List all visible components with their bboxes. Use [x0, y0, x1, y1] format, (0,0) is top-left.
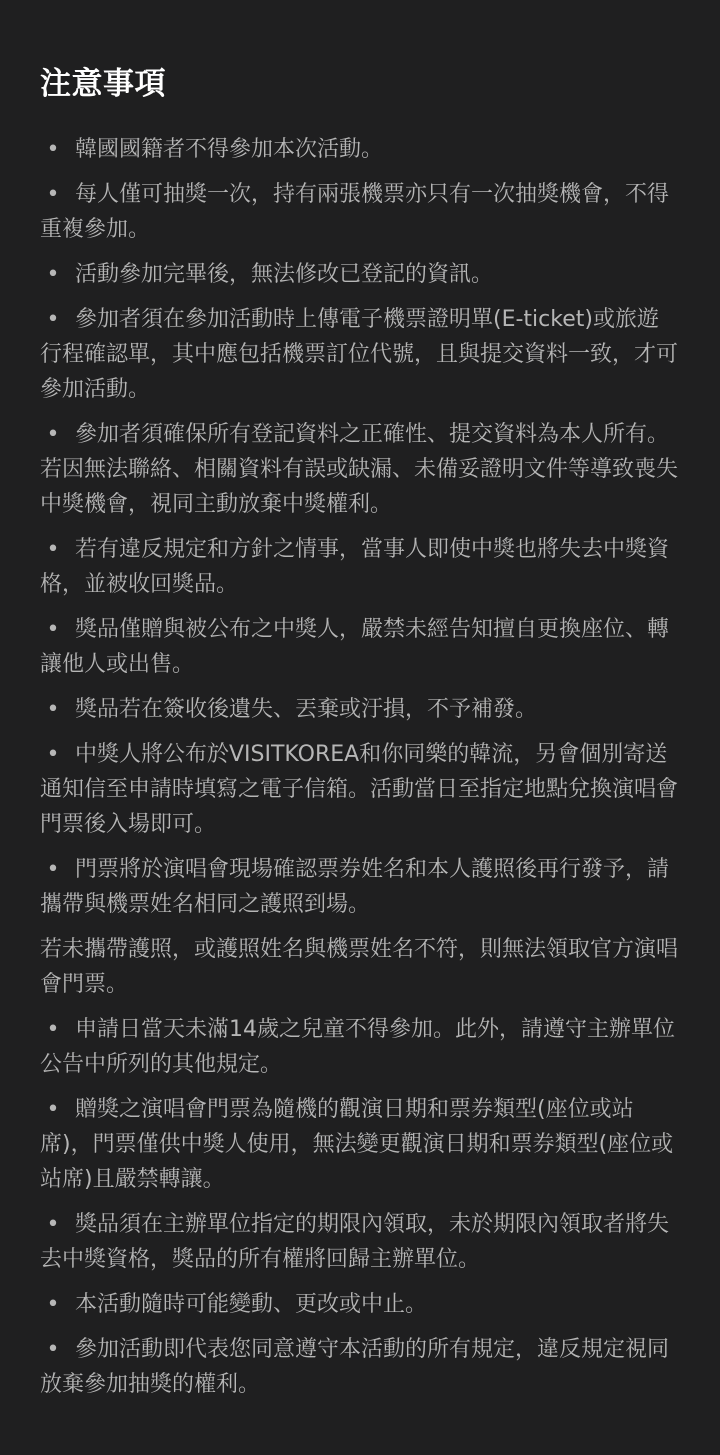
notice-item — [40, 302, 680, 407]
bullet-icon: • — [46, 307, 60, 332]
notice-item-text: 申請日當天未滿14歲之兒童不得參加。此外，請遵守主辦單位公告中所列的其他規定。 — [40, 1017, 675, 1077]
bullet-icon: • — [46, 137, 60, 162]
notice-item-text: 獎品僅贈與被公布之中獎人，嚴禁未經告知擅自更換座位、轉讓他人或出售。 — [40, 617, 670, 677]
notice-item-text: 參加活動即代表您同意遵守本活動的所有規定，違反規定視同放棄參加抽獎的權利。 — [40, 1337, 670, 1397]
notice-item-text: 門票將於演唱會現場確認票券姓名和本人護照後再行發予，請攜帶與機票姓名相同之護照到場。 — [40, 857, 670, 917]
bullet-icon: • — [46, 697, 60, 722]
bullet-icon: • — [46, 742, 60, 767]
notice-item — [40, 417, 680, 522]
notice-item — [40, 532, 680, 602]
notice-item — [40, 737, 680, 842]
bullet-icon: • — [46, 1212, 60, 1237]
bullet-icon: • — [46, 1337, 60, 1362]
bullet-icon: • — [46, 1017, 60, 1042]
notice-item — [40, 1207, 680, 1277]
notice-item — [40, 612, 680, 682]
notice-item — [40, 1092, 680, 1197]
notice-item — [40, 852, 680, 922]
bullet-icon: • — [46, 262, 60, 287]
notice-item-text: 獎品須在主辦單位指定的期限內領取，未於期限內領取者將失去中獎資格，獎品的所有權將回歸主辦單位。 — [40, 1212, 670, 1272]
notice-item-text: 韓國國籍者不得參加本次活動。 — [75, 137, 384, 162]
notice-title: 注意事項 — [40, 66, 166, 102]
bullet-icon: • — [46, 1097, 60, 1122]
notice-item-text: 本活動隨時可能變動、更改或中止。 — [75, 1292, 428, 1317]
notice-item-continuation — [40, 932, 680, 1002]
bullet-icon: • — [46, 422, 60, 447]
notice-item-text: 贈獎之演唱會門票為隨機的觀演日期和票券類型(座位或站席)，門票僅供中獎人使用，無法變更觀演日期和票券類型(座位或站席)且嚴禁轉讓。 — [40, 1097, 674, 1192]
bullet-icon: • — [46, 182, 60, 207]
notice-item — [40, 132, 680, 167]
notice-item — [40, 1012, 680, 1082]
bullet-icon: • — [46, 857, 60, 882]
notice-item — [40, 177, 680, 247]
notice-list — [40, 132, 680, 1402]
notice-item — [40, 1332, 680, 1402]
notice-item-text: 若有違反規定和方針之情事，當事人即使中獎也將失去中獎資格，並被收回獎品。 — [40, 537, 670, 597]
notice-item-text: 中獎人將公布於VISITKOREA和你同樂的韓流，另會個別寄送通知信至申請時填寫之電子信箱。活動當日至指定地點兌換演唱會門票後入場即可。 — [40, 742, 679, 837]
notice-item-text: 參加者須在參加活動時上傳電子機票證明單(E-ticket)或旅遊行程確認單，其中應包括機票訂位代號，且與提交資料一致，才可參加活動。 — [40, 307, 679, 402]
notice-item-text: 獎品若在簽收後遺失、丟棄或汙損，不予補發。 — [75, 697, 538, 722]
bullet-icon: • — [46, 537, 60, 562]
notice-item-text: 活動參加完畢後，無法修改已登記的資訊。 — [75, 262, 494, 287]
bullet-icon: • — [46, 617, 60, 642]
notice-item-text: 每人僅可抽獎一次，持有兩張機票亦只有一次抽獎機會，不得重複參加。 — [40, 182, 670, 242]
notice-item-text: 若未攜帶護照，或護照姓名與機票姓名不符，則無法領取官方演唱會門票。 — [40, 937, 679, 997]
notice-item — [40, 257, 680, 292]
notice-item — [40, 692, 680, 727]
notice-item-text: 參加者須確保所有登記資料之正確性、提交資料為本人所有。若因無法聯絡、相關資料有誤或缺漏、未備妥證明文件等導致喪失中獎機會，視同主動放棄中獎權利。 — [40, 422, 679, 517]
notice-item — [40, 1287, 680, 1322]
bullet-icon: • — [46, 1292, 60, 1317]
